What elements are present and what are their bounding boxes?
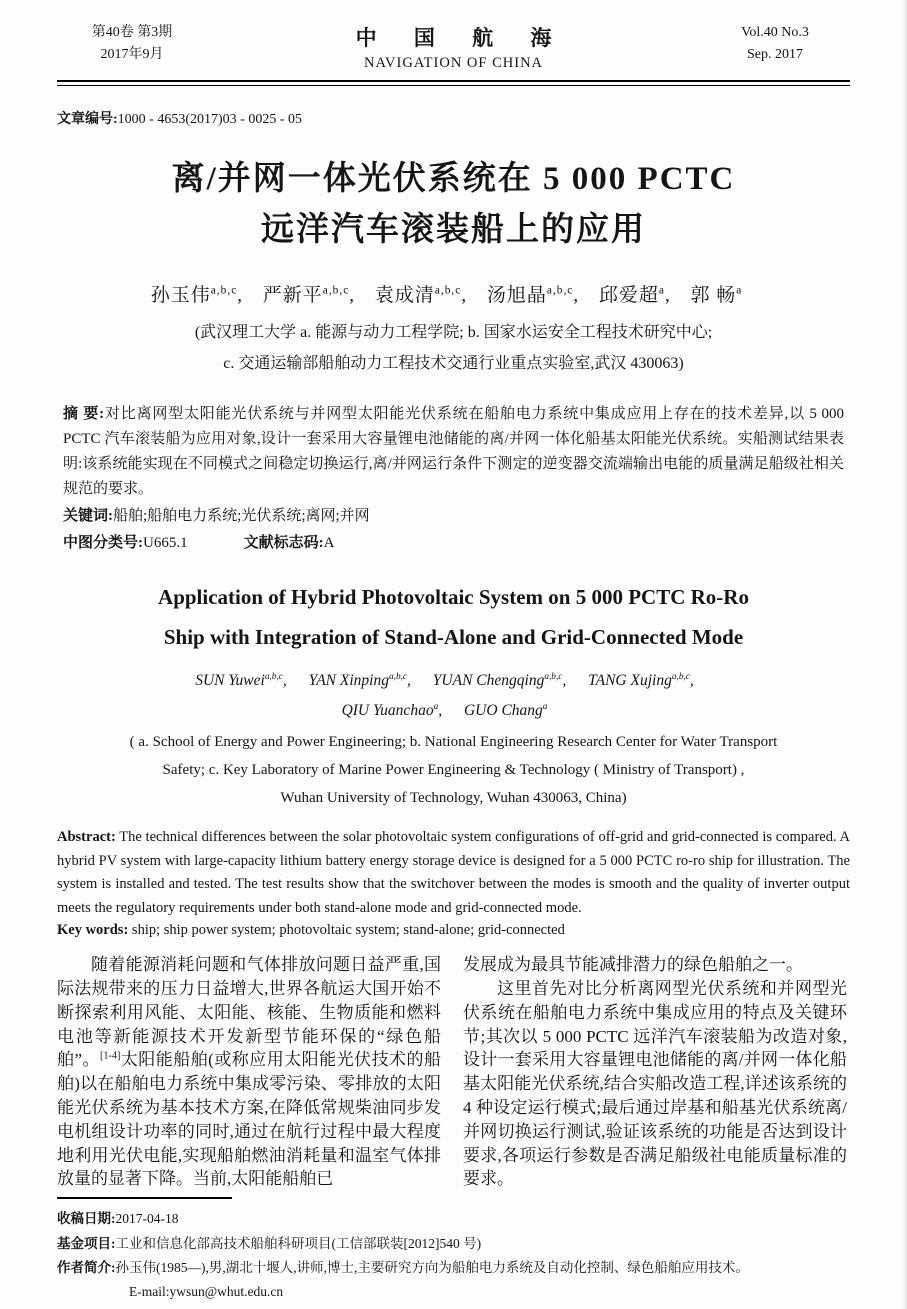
footnote-divider xyxy=(57,1197,232,1199)
abstract-cn-text: 对比离网型太阳能光伏系统与并网型太阳能光伏系统在船舶电力系统中集成应用上存在的技术差异,以 5 000 PCTC 汽车滚装船为应用对象,设计一套采用大容量锂电池储能的离/并网一体化船基太阳能光伏系统。实船测试结果表明:该系统能实现在不同模式之间稳定切换运行,离/并网运行条件下测定的逆变器交流端输出电能的质量满足船级社相关规范的要求。 xyxy=(63,405,844,498)
author-cn: 孙玉伟$^{a,b,c}$, xyxy=(150,284,244,307)
journal-title-block xyxy=(207,22,700,72)
keywords-en-text: ship; ship power system; photovoltaic system; stand-alone; grid-connected xyxy=(131,922,565,939)
footnote-email: E-mail:ywsun@whut.edu.cn xyxy=(129,1284,284,1300)
journal-title-cn: 中 国 航 海 xyxy=(355,26,568,50)
title-en xyxy=(57,578,850,658)
header-issue-cn xyxy=(57,22,207,67)
author-cn: 邱爱超$^a$, xyxy=(598,284,671,307)
classification-line xyxy=(57,531,850,552)
keywords-cn xyxy=(57,504,850,525)
issue-date-en: Sep. 2017 xyxy=(747,47,803,63)
bio-label: 作者简介: xyxy=(57,1259,116,1275)
author-affil-sup: a,b,c xyxy=(671,672,690,683)
body-column-right xyxy=(463,953,847,1191)
doc-code-label: 文献标志码: xyxy=(243,535,324,552)
author-cn: 严新平$^{a,b,c}$, xyxy=(262,284,356,307)
author-en: QIU Yuanchao$^a$, xyxy=(341,701,443,719)
article-number-label: 文章编号: xyxy=(57,112,118,127)
abstract-en-text: The technical differences between the solar photovoltaic system configurations of off-grid and grid-connected is compared. A hybrid PV system with large-capacity lithium battery energy storage device is designed for a 5 000 PCTC ro-ro ship for illustration. The system is installed and tested. The test results show that the switchover between the modes is smooth and the quality of inverter output meets the regulatory requirements under both stand-alone mode and grid-connected mode. xyxy=(57,829,850,916)
footnote-fund xyxy=(57,1232,850,1256)
author-affil-sup: a,b,c xyxy=(210,284,238,297)
abstract-en-label: Abstract: xyxy=(57,829,116,846)
author-affil-sup: a xyxy=(736,284,743,297)
author-affil-sup: a xyxy=(433,701,439,712)
keywords-cn-text: 船舶;船舶电力系统;光伏系统;离网;并网 xyxy=(113,508,370,525)
header-divider xyxy=(57,80,850,86)
authors-en xyxy=(57,666,850,725)
issue-volume-cn: 第40卷 第3期 xyxy=(91,25,173,40)
title-cn-line2: 远洋汽车滚装船上的应用 xyxy=(261,212,646,249)
affiliation-en xyxy=(57,729,850,812)
author-cn: 袁成清$^{a,b,c}$, xyxy=(374,284,468,307)
article-number-line xyxy=(57,108,850,128)
author-affil-sup: a,b,c xyxy=(544,672,563,683)
body-paragraph-1: 随着能源消耗问题和气体排放问题日益严重,国际法规带来的压力日益增大,世界各航运大国开始不断探索利用风能、太阳能、核能、生物质能和燃料电池等新能源技术开发新型节能环保的“绿色船舶”。[1-4]太阳能船舶(或称应用太阳能光伏技术的船舶)以在船舶电力系统中集成零污染、零排放的太阳能光伏系统为基本技术方案,在降低常规柴油同步发电机组设计功率的同时,通过在航行过程中最大程度地利用光伏电能,实现船舶燃油消耗量和温室气体排放量的显著下降。当前,太阳能船舶已 xyxy=(57,955,441,1189)
fund-value: 工业和信息化部高技术船舶科研项目(工信部联装[2012]540 号) xyxy=(115,1235,482,1251)
issue-date-cn: 2017年9月 xyxy=(100,47,164,63)
keywords-en xyxy=(57,922,850,939)
body-column-left xyxy=(57,953,441,1191)
affiliation-en-line1: ( a. School of Energy and Power Engineering; b. National Engineering Research Center for Water Transport xyxy=(129,734,778,751)
clc-label: 中图分类号: xyxy=(63,535,143,552)
keywords-en-label: Key words: xyxy=(57,922,129,939)
footnote-bio xyxy=(57,1256,850,1280)
title-cn-line1: 离/并网一体光伏系统在 5 000 PCTC xyxy=(171,161,736,197)
keywords-cn-label: 关键词: xyxy=(63,508,113,525)
article-number-value: 1000 - 4653(2017)03 - 0025 - 05 xyxy=(117,112,302,127)
journal-header xyxy=(57,22,850,72)
author-en: YUAN Chengqing$^{a,b,c}$, xyxy=(432,672,567,690)
issue-volume-en: Vol.40 No.3 xyxy=(741,25,809,40)
abstract-en xyxy=(57,826,850,920)
bio-value: 孙玉伟(1985—),男,湖北十堰人,讲师,博士,主要研究方向为船舶电力系统及自动化控制、绿色船舶应用技术。 xyxy=(115,1259,749,1275)
author-en: SUN Yuwei$^{a,b,c}$, xyxy=(195,672,287,690)
clc-value: U665.1 xyxy=(143,535,188,552)
footnote-received xyxy=(57,1207,850,1231)
authors-en-row1 xyxy=(57,666,850,695)
title-en-line1: Application of Hybrid Photovoltaic System on 5 000 PCTC Ro-Ro xyxy=(158,585,749,610)
abstract-cn-label: 摘 要: xyxy=(63,405,105,422)
scan-edge-shadow xyxy=(902,0,907,1309)
journal-title-en: NAVIGATION OF CHINA xyxy=(363,55,544,71)
body-columns xyxy=(57,953,850,1191)
authors-en-row2 xyxy=(57,696,850,725)
received-label: 收稿日期: xyxy=(57,1211,116,1227)
author-en: GUO Chang$^a$ xyxy=(463,701,548,719)
affiliation-en-line3: Wuhan University of Technology, Wuhan 430063, China) xyxy=(280,789,627,806)
citation-ref: [1-4] xyxy=(99,1050,121,1062)
author-cn: 汤旭晶$^{a,b,c}$, xyxy=(486,284,580,307)
author-affil-sup: a,b,c xyxy=(434,284,462,297)
author-en: YAN Xinping$^{a,b,c}$, xyxy=(308,672,411,690)
abstract-cn xyxy=(57,402,850,503)
page-title xyxy=(57,154,850,256)
received-value: 2017-04-18 xyxy=(115,1211,179,1227)
affiliation-cn-line2: c. 交通运输部船舶动力工程技术交通行业重点实验室,武汉 430063) xyxy=(223,355,684,373)
author-affil-sup: a xyxy=(542,701,548,712)
author-en: TANG Xujing$^{a,b,c}$, xyxy=(588,672,694,690)
affiliation-cn-line1: (武汉理工大学 a. 能源与动力工程学院; b. 国家水运安全工程技术研究中心; xyxy=(194,324,713,342)
author-affil-sup: a xyxy=(658,284,665,297)
author-affil-sup: a,b,c xyxy=(388,672,408,683)
authors-cn xyxy=(57,280,850,307)
body-paragraph-1-continued: 发展成为最具节能减排潜力的绿色船舶之一。 xyxy=(463,955,803,975)
author-affil-sup: a,b,c xyxy=(264,672,283,683)
title-en-line2: Ship with Integration of Stand-Alone and Grid-Connected Mode xyxy=(163,625,744,650)
author-affil-sup: a,b,c xyxy=(322,284,350,297)
body-paragraph-2: 这里首先对比分析离网型光伏系统和并网型光伏系统在船舶电力系统中集成应用的特点及关键环节;其次以 5 000 PCTC 远洋汽车滚装船为改造对象,设计一套采用大容量锂电池储能的离/并网一体化船基太阳能光伏系统,结合实船改造工程,详述该系统的 4 种设定运行模式;最后通过岸基和船基光伏系统离/并网切换运行测试,验证该系统的功能是否达到设计要求,各项运行参数是否满足船级社电能质量标准的要求。 xyxy=(463,979,847,1189)
author-affil-sup: a,b,c xyxy=(546,284,574,297)
author-cn: 郭 畅$^a$ xyxy=(690,284,743,307)
affiliation-cn xyxy=(57,317,850,379)
footnotes xyxy=(57,1207,850,1304)
affiliation-en-line2: Safety; c. Key Laboratory of Marine Power Engineering & Technology ( Ministry of Transport) , xyxy=(162,761,745,778)
header-issue-en xyxy=(700,22,850,67)
doc-code-value: A xyxy=(323,535,335,552)
fund-label: 基金项目: xyxy=(57,1235,116,1251)
